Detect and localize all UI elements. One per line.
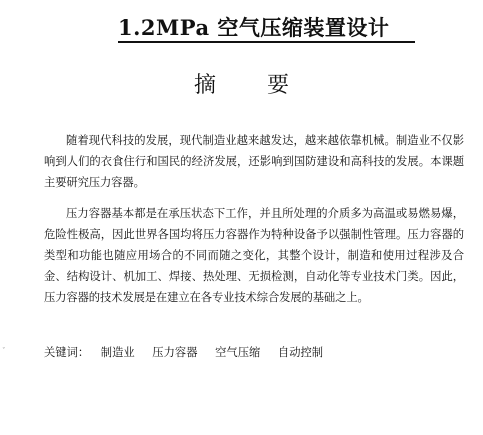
keyword-item: 压力容器 <box>152 346 198 359</box>
keyword-item: 空气压缩 <box>215 346 261 359</box>
abstract-paragraph-2: 压力容器基本都是在承压状态下工作，并且所处理的介质多为高温或易燃易爆，危险性极高，因此世界各国均将压力容器作为特种设备予以强制性管理。压力容器的类型和功能也随应用场合的不同而随之变化，其整个设计，制造和使用过程涉及合金、结构设计、机加工、焊接、热处理、无损检测，自动化等专业技术门类。因此，压力容器的技术发展是在建立在各专业技术综合发展的基础之上。 <box>44 207 464 304</box>
keyword-item: 自动控制 <box>277 346 324 359</box>
abstract-paragraph-1: 随着现代科技的发展，现代制造业越来越发达，越来越依靠机械。制造业不仅影响到人们的衣食住行和国民的经济发展，还影响到国防建设和高科技的发展。本课题主要研究压力容器。 <box>44 134 464 189</box>
document-title: 1.2MPa 空气压缩装置设计 <box>118 15 390 40</box>
keyword-item: 制造业 <box>100 346 135 359</box>
keywords-line <box>44 343 464 363</box>
margin-marker: ˇ <box>2 347 6 355</box>
abstract-heading: 摘 要 <box>194 73 311 98</box>
title-underline <box>118 41 415 43</box>
keywords-label: 关键词： <box>44 346 90 359</box>
